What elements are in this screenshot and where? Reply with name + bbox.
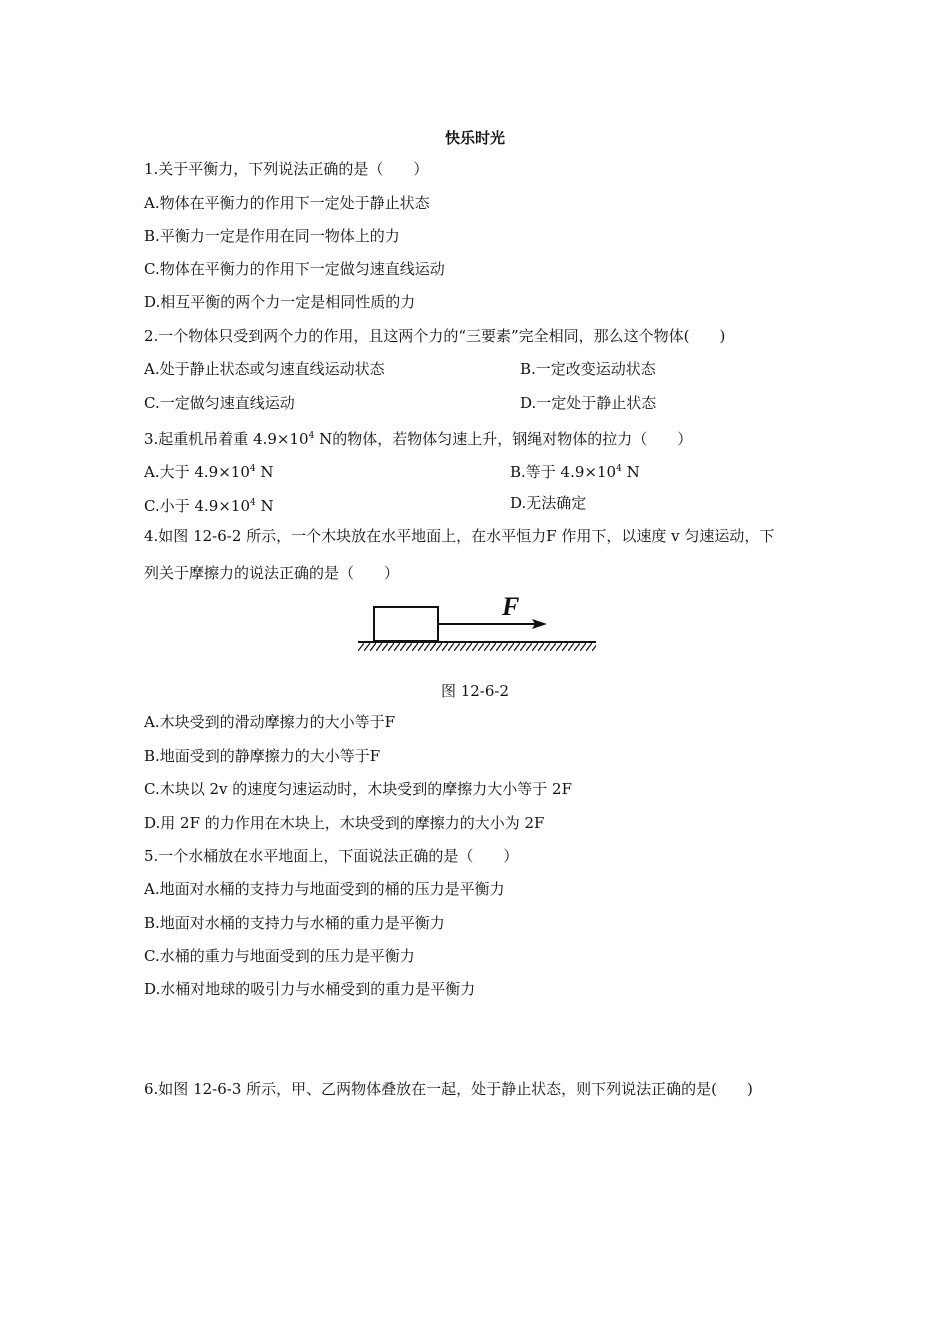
- ground-hatching: [358, 643, 596, 651]
- question-4-option-b: B.地面受到的静摩擦力的大小等于F: [144, 747, 381, 765]
- question-3-option-b: B.等于 $4.9\times 10^4$ N: [510, 463, 640, 481]
- question-4-option-c: C.木块以 2v 的速度匀速运动时，木块受到的摩擦力大小等于 2F: [144, 780, 572, 798]
- question-4-option-a: A.木块受到的滑动摩擦力的大小等于F: [144, 713, 396, 731]
- question-4-stem-line2: 列关于摩擦力的说法正确的是（ ）: [144, 564, 400, 582]
- question-6-stem: 6.如图 12-6-3 所示，甲、乙两物体叠放在一起，处于静止状态，则下列说法正确的是( ): [144, 1080, 753, 1098]
- question-3-stem: 3.起重机吊着重 $4.9\times 10^4$ N的物体，若物体匀速上升，钢绳对物体的拉力（ ）: [144, 430, 693, 448]
- question-2-option-a: A.处于静止状态或匀速直线运动状态: [144, 360, 385, 378]
- force-label: F: [502, 595, 520, 621]
- question-3-option-d: D.无法确定: [510, 494, 587, 512]
- page-title: 快乐时光: [444, 129, 505, 147]
- figure-caption: 图 12-6-2: [440, 682, 510, 700]
- question-1-stem: 1.关于平衡力，下列说法正确的是（ ）: [144, 160, 429, 178]
- question-4-option-d: D.用 2F 的力作用在木块上，木块受到的摩擦力的大小为 2F: [144, 814, 545, 832]
- question-5-option-d: D.水桶对地球的吸引力与水桶受到的重力是平衡力: [144, 980, 476, 998]
- question-5-option-c: C.水桶的重力与地面受到的压力是平衡力: [144, 947, 415, 965]
- question-1-option-d: D.相互平衡的两个力一定是相同性质的力: [144, 293, 416, 311]
- wooden-block: [374, 607, 438, 641]
- question-5-option-a: A.地面对水桶的支持力与地面受到的桶的压力是平衡力: [144, 880, 505, 898]
- question-1-option-b: B.平衡力一定是作用在同一物体上的力: [144, 227, 400, 245]
- question-1-option-a: A.物体在平衡力的作用下一定处于静止状态: [144, 194, 430, 212]
- question-3-option-c: C.小于 $4.9\times 10^4$ N: [144, 497, 274, 515]
- question-2-option-b: B.一定改变运动状态: [520, 360, 656, 378]
- question-2-option-d: D.一定处于静止状态: [520, 394, 657, 412]
- block-force-figure: [352, 595, 597, 657]
- question-4-stem-line1: 4.如图 12-6-2 所示，一个木块放在水平地面上，在水平恒力F 作用下，以速度 v 匀速运动，下: [144, 527, 775, 545]
- question-5-option-b: B.地面对水桶的支持力与水桶的重力是平衡力: [144, 914, 445, 932]
- question-5-stem: 5.一个水桶放在水平地面上，下面说法正确的是（ ）: [144, 847, 519, 865]
- question-3-option-a: A.大于 $4.9\times 10^4$ N: [144, 463, 274, 481]
- question-1-option-c: C.物体在平衡力的作用下一定做匀速直线运动: [144, 260, 445, 278]
- question-2-option-c: C.一定做匀速直线运动: [144, 394, 295, 412]
- question-2-stem: 2.一个物体只受到两个力的作用，且这两个力的“三要素”完全相同，那么这个物体( ): [144, 327, 726, 345]
